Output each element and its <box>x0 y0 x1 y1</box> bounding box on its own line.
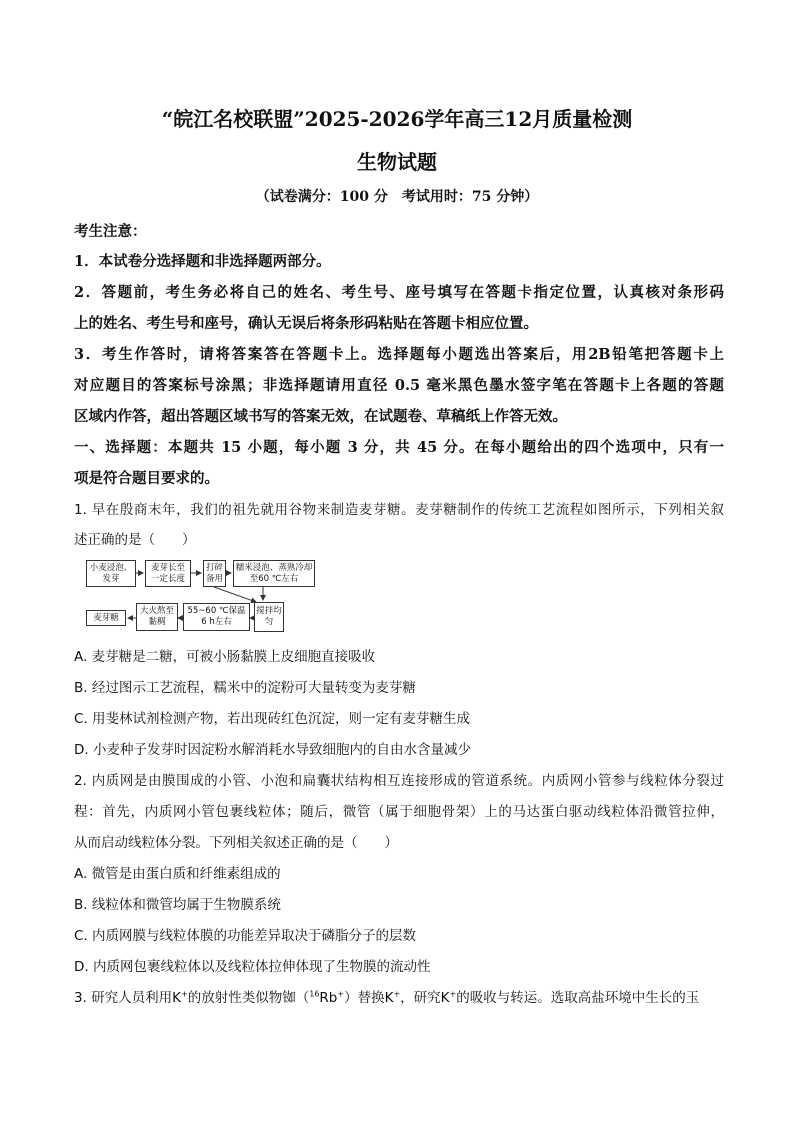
question-1-stem: 1. 早在殷商末年，我们的祖先就用谷物来制造麦芽糖。麦芽糖制作的传统工艺流程如图所示，下列相关叙 <box>74 502 724 518</box>
question-3-stem: 3. 研究人员利用K+的放射性类似物铷（$^{16}$Rb+）替换K+，研究K+的吸收与转运。选取高盐环境中生长的玉 <box>74 989 700 1006</box>
question-2-option-d: D. 内质网包裹线粒体以及线粒体拉伸体现了生物膜的流动性 <box>74 959 431 975</box>
notice-heading: 考生注意： <box>74 223 147 240</box>
flow-step-boil: 大火熬至黏稠 <box>136 603 178 631</box>
question-2-stem: 2. 内质网是由膜围成的小管、小泡和扁囊状结构相互连接形成的管道系统。内质网小管参与线粒体分裂过 <box>74 773 724 789</box>
notice-line: 3．考生作答时，请将答案答在答题卡上。选择题每小题选出答案后，用2B铅笔把答题卡上 <box>74 346 724 363</box>
question-1-option-a: A. 麦芽糖是二糖，可被小肠黏膜上皮细胞直接吸收 <box>74 649 376 665</box>
notice-line: 1．本试卷分选择题和非选择题两部分。 <box>74 253 331 270</box>
question-1-option-b: B. 经过图示工艺流程，糯米中的淀粉可大量转变为麦芽糖 <box>74 680 416 696</box>
notice-line: 区域内作答，超出答题区域书写的答案无效，在试题卷、草稿纸上作答无效。 <box>74 408 567 425</box>
exam-meta: （试卷满分：100 分 考试用时：75 分钟） <box>255 189 539 205</box>
question-2-option-c: C. 内质网膜与线粒体膜的功能差异取决于磷脂分子的层数 <box>74 928 417 944</box>
flow-step-product: 麦芽糖 <box>86 610 126 626</box>
question-2-stem: 从而启动线粒体分裂。下列相关叙述正确的是（ ） <box>74 835 398 851</box>
flow-step-soak-wheat: 小麦浸泡、发芽 <box>86 560 136 587</box>
subject-title: 生物试题 <box>357 150 437 174</box>
flow-step-rice: 糯米浸泡、蒸熟冷却至60 ℃左右 <box>233 560 315 587</box>
flow-step-sprout-grow: 麦芽长至一定长度 <box>145 560 191 587</box>
question-2-stem: 程：首先，内质网小管包裹线粒体；随后，微管（属于细胞骨架）上的马达蛋白驱动线粒体沿微管拉伸， <box>74 804 724 820</box>
question-1-option-d: D. 小麦种子发芽时因淀粉水解消耗水导致细胞内的自由水含量减少 <box>74 742 471 758</box>
notice-line: 对应题目的答案标号涂黑；非选择题请用直径 0.5 毫米黑色墨水签字笔在答题卡上各题的答题 <box>74 377 724 394</box>
section-heading: 一、选择题：本题共 15 小题，每小题 3 分，共 45 分。在每小题给出的四个选项中，只有一 <box>74 439 724 456</box>
notice-line: 上的姓名、考生号和座号，确认无误后将条形码粘贴在答题卡相应位置。 <box>74 315 538 332</box>
question-1-option-c: C. 用斐林试剂检测产物，若出现砖红色沉淀，则一定有麦芽糖生成 <box>74 711 471 727</box>
malt-sugar-flow-diagram <box>86 556 326 636</box>
question-2-option-b: B. 线粒体和微管均属于生物膜系统 <box>74 897 281 913</box>
question-1-stem: 述正确的是（ ） <box>74 532 196 548</box>
section-heading: 项是符合题目要求的。 <box>74 470 219 487</box>
exam-title: “皖江名校联盟”2025-2026学年高三12月质量检测 <box>161 107 633 131</box>
flow-step-stir: 搅拌均匀 <box>254 602 284 632</box>
question-2-option-a: A. 微管是由蛋白质和纤维素组成的 <box>74 866 281 882</box>
flow-step-incubate: 55~60 ℃保温6 h左右 <box>183 603 250 631</box>
notice-line: 2．答题前，考生务必将自己的姓名、考生号、座号填写在答题卡指定位置，认真核对条形码 <box>74 284 724 301</box>
flow-step-crush: 打碎备用 <box>203 560 226 587</box>
